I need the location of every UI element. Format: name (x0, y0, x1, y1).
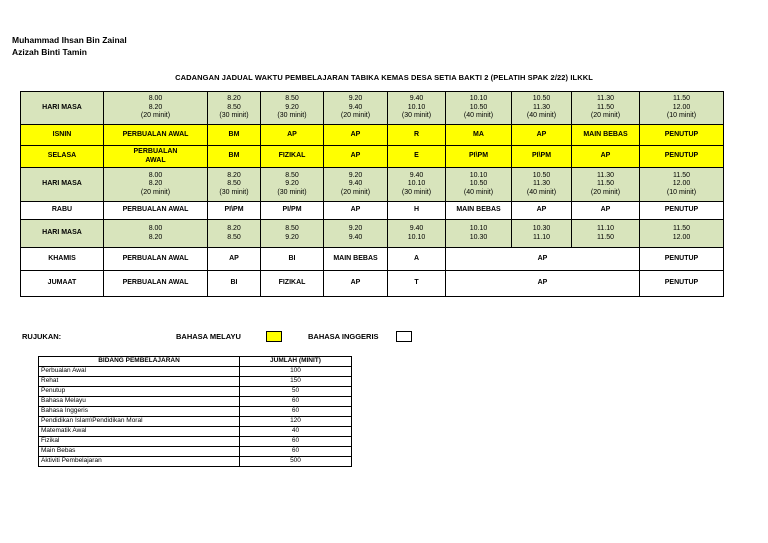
time-cell: 11.30 11.50 (20 minit) (572, 168, 640, 202)
slot-cell: PI\PM (208, 202, 261, 220)
bidang-row (39, 367, 352, 377)
author-2: Azizah Binti Tamin (12, 47, 87, 57)
day-jumaat: JUMAAT (21, 271, 104, 297)
time-cell: 9.40 10.10 (30 minit) (388, 92, 446, 125)
slot-cell: BM (208, 125, 261, 146)
bidang-minutes: 60 (240, 447, 352, 457)
row-isnin (21, 125, 724, 146)
bidang-name: Bahasa Melayu (39, 397, 240, 407)
bidang-table (38, 356, 352, 467)
time-cell: 10.10 10.30 (446, 220, 512, 248)
bidang-minutes: 100 (240, 367, 352, 377)
time-cell: 10.50 11.30 (40 minit) (512, 168, 572, 202)
slot-cell: PENUTUP (640, 271, 724, 297)
slot-cell: PENUTUP (640, 202, 724, 220)
time-cell: 11.10 11.50 (572, 220, 640, 248)
bidang-row (39, 377, 352, 387)
time-cell: 8.50 9.20 (30 minit) (261, 168, 324, 202)
slot-cell: PERBUALAN AWAL (104, 125, 208, 146)
slot-cell: PERBUALAN AWAL (104, 202, 208, 220)
legend-bm-swatch (266, 331, 282, 342)
bidang-minutes: 500 (240, 457, 352, 467)
time-row-2 (21, 168, 724, 202)
slot-cell: FIZIKAL (261, 146, 324, 168)
legend-bi-label: BAHASA INGGERIS (308, 332, 379, 341)
bidang-minutes: 120 (240, 417, 352, 427)
slot-cell: H (388, 202, 446, 220)
bidang-minutes: 150 (240, 377, 352, 387)
time-cell: 11.50 12.00 (10 minit) (640, 168, 724, 202)
legend-rujukan: RUJUKAN: (22, 332, 62, 341)
time-cell: 8.20 8.50 (30 minit) (208, 92, 261, 125)
row-rabu (21, 202, 724, 220)
slot-cell: A (388, 248, 446, 271)
jumlah-header: JUMLAH (MINIT) (240, 357, 352, 367)
bidang-name: Matematik Awal (39, 427, 240, 437)
slot-cell: AP (208, 248, 261, 271)
time-cell: 8.00 8.20 (104, 220, 208, 248)
slot-cell: PERBUALAN AWAL (104, 248, 208, 271)
bidang-row (39, 417, 352, 427)
slot-cell: FIZIKAL (261, 271, 324, 297)
slot-cell: AP (512, 202, 572, 220)
bidang-name: Pendidikan Islam\Pendidikan Moral (39, 417, 240, 427)
bidang-minutes: 60 (240, 397, 352, 407)
time-cell: 9.20 9.40 (324, 220, 388, 248)
time-cell: 9.40 10.10 (388, 220, 446, 248)
slot-cell: AP (572, 202, 640, 220)
bidang-name: Penutup (39, 387, 240, 397)
bidang-row (39, 397, 352, 407)
bidang-header-row (39, 357, 352, 367)
legend-bi-swatch (396, 331, 412, 342)
slot-cell: PI\PM (512, 146, 572, 168)
day-selasa: SELASA (21, 146, 104, 168)
slot-cell: AP (446, 271, 640, 297)
time-cell: 10.30 11.10 (512, 220, 572, 248)
slot-cell: PENUTUP (640, 146, 724, 168)
bidang-row (39, 447, 352, 457)
time-cell: 11.30 11.50 (20 minit) (572, 92, 640, 125)
slot-cell: PI/PM (261, 202, 324, 220)
time-cell: 9.20 9.40 (20 minit) (324, 92, 388, 125)
slot-cell: PENUTUP (640, 248, 724, 271)
page-title: CADANGAN JADUAL WAKTU PEMBELAJARAN TABIKA KEMAS DESA SETIA BAKTI 2 (PELATIH SPAK 2/22) ILKKL (175, 73, 593, 82)
slot-cell: MAIN BEBAS (446, 202, 512, 220)
time-cell: 8.00 8.20 (20 minit) (104, 92, 208, 125)
slot-cell: AP (324, 202, 388, 220)
slot-cell: AP (261, 125, 324, 146)
slot-cell: BM (208, 146, 261, 168)
bidang-minutes: 60 (240, 407, 352, 417)
time-cell: 10.10 10.50 (40 minit) (446, 168, 512, 202)
day-khamis: KHAMIS (21, 248, 104, 271)
row-jumaat (21, 271, 724, 297)
slot-cell: R (388, 125, 446, 146)
time-cell: 10.50 11.30 (40 minit) (512, 92, 572, 125)
time-cell: 8.50 9.20 (261, 220, 324, 248)
bidang-name: Rehat (39, 377, 240, 387)
bidang-row (39, 437, 352, 447)
time-cell: 8.20 8.50 (208, 220, 261, 248)
time-cell: 8.50 9.20 (30 minit) (261, 92, 324, 125)
slot-cell: AP (324, 271, 388, 297)
slot-cell: PERBUALAN AWAL (104, 146, 208, 168)
bidang-name: Aktiviti Pembelajaran (39, 457, 240, 467)
slot-cell: AP (512, 125, 572, 146)
slot-cell: PI\PM (446, 146, 512, 168)
hari-masa-label: HARI MASA (21, 168, 104, 202)
bidang-row (39, 387, 352, 397)
row-selasa (21, 146, 724, 168)
day-isnin: ISNIN (21, 125, 104, 146)
bidang-name: Main Bebas (39, 447, 240, 457)
slot-cell: MAIN BEBAS (324, 248, 388, 271)
time-cell: 11.50 12.00 (640, 220, 724, 248)
bidang-name: Fizikal (39, 437, 240, 447)
schedule-table (20, 91, 724, 297)
hari-masa-label: HARI MASA (21, 220, 104, 248)
time-cell: 8.20 8.50 (30 minit) (208, 168, 261, 202)
time-row-3 (21, 220, 724, 248)
slot-cell: AP (572, 146, 640, 168)
row-khamis (21, 248, 724, 271)
slot-cell: MAIN BEBAS (572, 125, 640, 146)
slot-cell: PERBUALAN AWAL (104, 271, 208, 297)
author-1: Muhammad Ihsan Bin Zainal (12, 35, 127, 45)
bidang-minutes: 40 (240, 427, 352, 437)
bidang-row (39, 457, 352, 467)
slot-cell: AP (446, 248, 640, 271)
slot-cell: BI (261, 248, 324, 271)
hari-masa-label: HARI MASA (21, 92, 104, 125)
time-cell: 9.40 10.10 (30 minit) (388, 168, 446, 202)
bidang-name: Bahasa Inggeris (39, 407, 240, 417)
time-cell: 10.10 10.50 (40 minit) (446, 92, 512, 125)
authors (12, 34, 127, 58)
time-row-1 (21, 92, 724, 125)
day-rabu: RABU (21, 202, 104, 220)
bidang-minutes: 50 (240, 387, 352, 397)
bidang-row (39, 407, 352, 417)
bidang-name: Perbualan Awal (39, 367, 240, 377)
bidang-minutes: 60 (240, 437, 352, 447)
time-cell: 9.20 9.40 (20 minit) (324, 168, 388, 202)
bidang-header: BIDANG PEMBELAJARAN (39, 357, 240, 367)
slot-cell: AP (324, 125, 388, 146)
slot-cell: T (388, 271, 446, 297)
time-cell: 8.00 8.20 (20 minit) (104, 168, 208, 202)
slot-cell: BI (208, 271, 261, 297)
bidang-row (39, 427, 352, 437)
slot-cell: AP (324, 146, 388, 168)
time-cell: 11.50 12.00 (10 minit) (640, 92, 724, 125)
slot-cell: MA (446, 125, 512, 146)
slot-cell: PENUTUP (640, 125, 724, 146)
legend-bm-label: BAHASA MELAYU (176, 332, 241, 341)
slot-cell: E (388, 146, 446, 168)
